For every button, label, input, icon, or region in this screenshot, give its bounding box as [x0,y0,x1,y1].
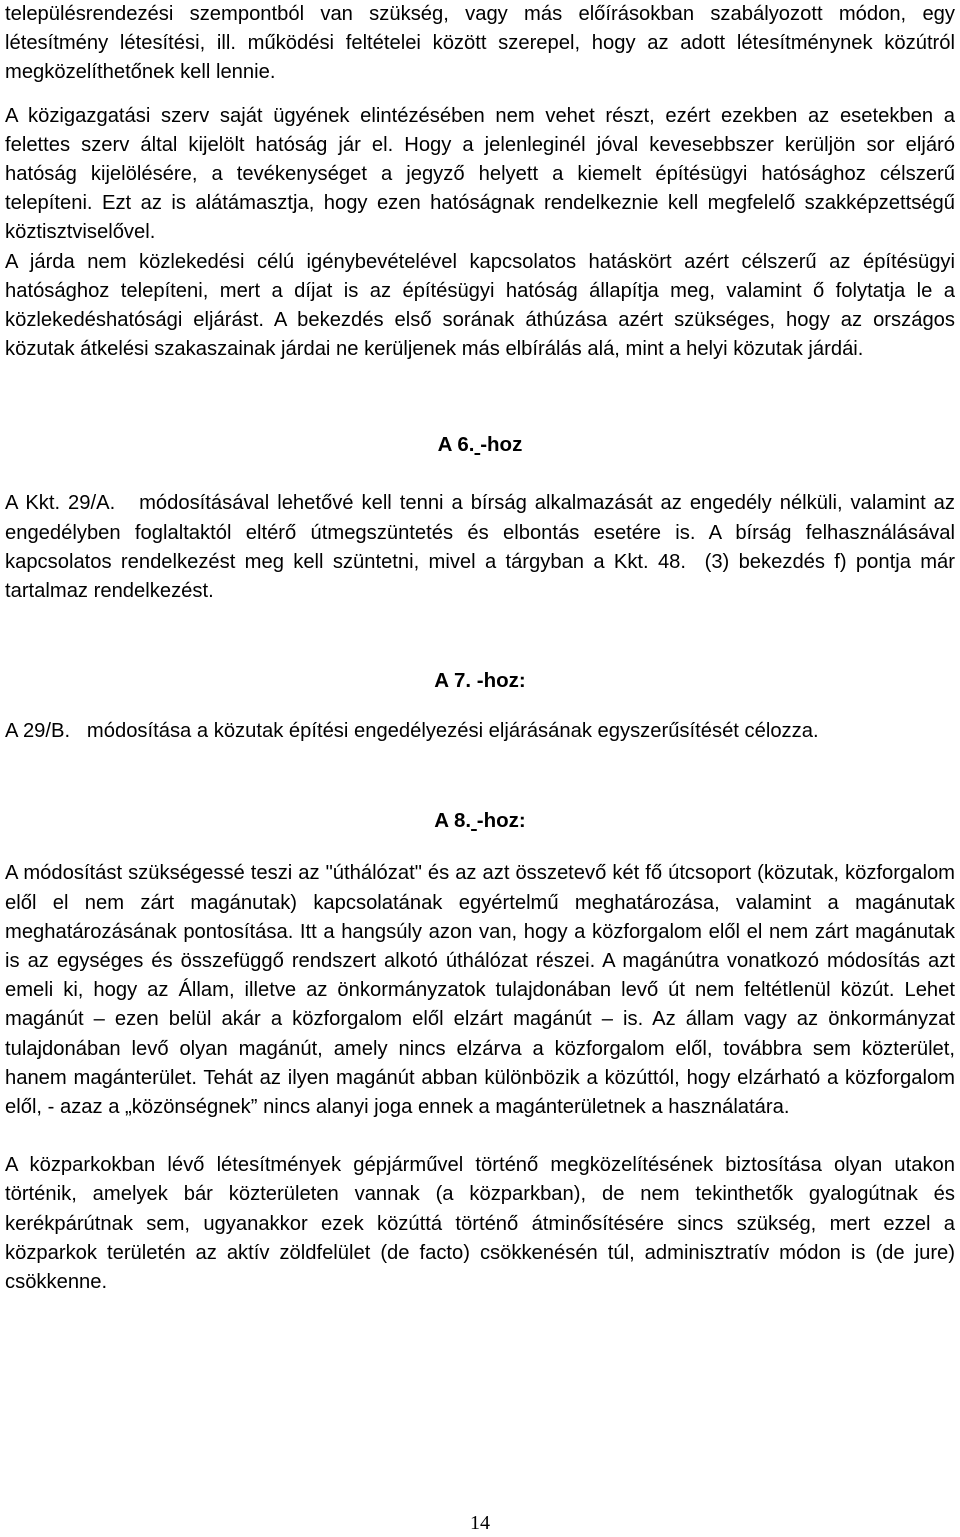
section-heading-7 [5,666,955,695]
heading-8-prefix: A 8. [434,809,472,833]
spacer [5,606,955,666]
paragraph-hatosag-kijelolese: A közigazgatási szerv saját ügyének elintézésében nem vehet részt, ezért ezekben az esetekben a felettes szerv által kijelölt hatóság jár el. Hogy a jelenleginél jóval kevesebbszer kerüljön sor eljáró hatóság kijelölésére, a tevékenységet a jegyző helyett a kiemelt építésügyi hatósághoz célszerű telepíteni. Ezt az is alátámasztja, hogy ezen hatóságnak rendelkeznie kell megfelelő szakképzettségű köztisztviselővel. [5,104,955,244]
section-heading-8 [5,806,955,835]
paragraph-29b: A 29/B. módosítása a közutak építési engedélyezési eljárásának egyszerűsítését célozza. [5,720,819,743]
spacer [5,835,955,859]
document-page [5,0,955,1297]
heading-6-prefix: A 6. [437,433,475,457]
paragraph-jarda-hataskor: A járda nem közlekedési célú igénybevételével kapcsolatos hatáskört azért célszerű az építésügyi hatósághoz telepíteni, mert a díjat is az építésügyi hatóság állapítja meg, valamint ő folytatja le a közlekedéshatósági eljárást. A bekezdés első sorának áthúzása azért szükséges, hogy az országos közutak átkelési szakaszainak járdai ne kerüljenek más elbírálás alá, mint a helyi közutak járdái. [5,250,955,361]
heading-6-suffix: -hoz [480,433,523,457]
spacer [5,364,955,430]
heading-7-prefix: A 7. [434,669,477,693]
spacer [5,459,955,489]
paragraph-kozparkok: A közparkokban lévő létesítmények gépjárművel történő megközelítésének biztosítása olyan utakon történik, amelyek bár közterületen vannak (a közparkban), de nem tekinthetők gyalogútnak és kerékpárútnak sem, ugyanakkor ezek közúttá történő átminősítésére sincs szükség, mert ezzel a közparkok területén az aktív zöldfelület (de facto) csökkenésén túl, adminisztratív módon is (de jure) csökkenne. [5,1154,955,1294]
spacer [5,1122,955,1151]
heading-7-suffix: -hoz: [476,669,526,693]
paragraph-kkt-29a: A Kkt. 29/A. módosításával lehetővé kell tenni a bírság alkalmazását az engedély nélküli, valamint az engedélyben foglaltaktól eltérő útmegszüntetés és elbontás esetére is. A bírság felhasználásával kapcsolatos rendelkezést meg kell szüntetni, mivel a tárgyban a Kkt. 48. (3) bekezdés f) pontja már tartalmaz rendelkezést. [5,492,955,603]
heading-8-suffix: -hoz: [476,809,526,833]
section-heading-6 [5,430,955,459]
paragraph-uthalozat: A módosítást szükségessé teszi az "úthálózat" és az azt összetevő két fő útcsoport (közutak, közforgalom elől el nem zárt magánutak) kapcsolatának egyértelmű meghatározása, valamint a magánutak meghatározásának pontosítása. Itt a hangsúly azon van, hogy a közforgalom elől el nem zárt magánutak is az egységes és összefüggő rendszert alkotó úthálózat részei. A magánútra vonatkozó módosítás azt emeli ki, hogy az Állam, illetve az önkormányzatok tulajdonában levő út nem feltétlenül közút. Lehet magánút – ezen belül akár a közforgalom elől elzárt magánút – is. Az állam vagy az önkormányzat tulajdonában levő olyan magánút, amely nincs elzárva a közforgalom elől, továbbra sem közterület, hanem magánterület. Tehát az ilyen magánút abban különbözik a közúttól, hogy elzárható a közforgalom elől, - azaz a „közönségnek” nincs alanyi joga ennek a magánterületnek a használatára. [5,862,955,1119]
spacer [5,695,955,717]
spacer [5,88,955,102]
paragraph-continuation: településrendezési szempontból van szükség, vagy más előírásokban szabályozott módon, egy létesítmény létesítési, ill. működési feltételei között szerepel, hogy az adott létesítménynek közútról megközelíthetőnek kell lennie. [5,3,955,84]
page-number: 14 [470,1512,490,1534]
spacer [5,746,955,806]
